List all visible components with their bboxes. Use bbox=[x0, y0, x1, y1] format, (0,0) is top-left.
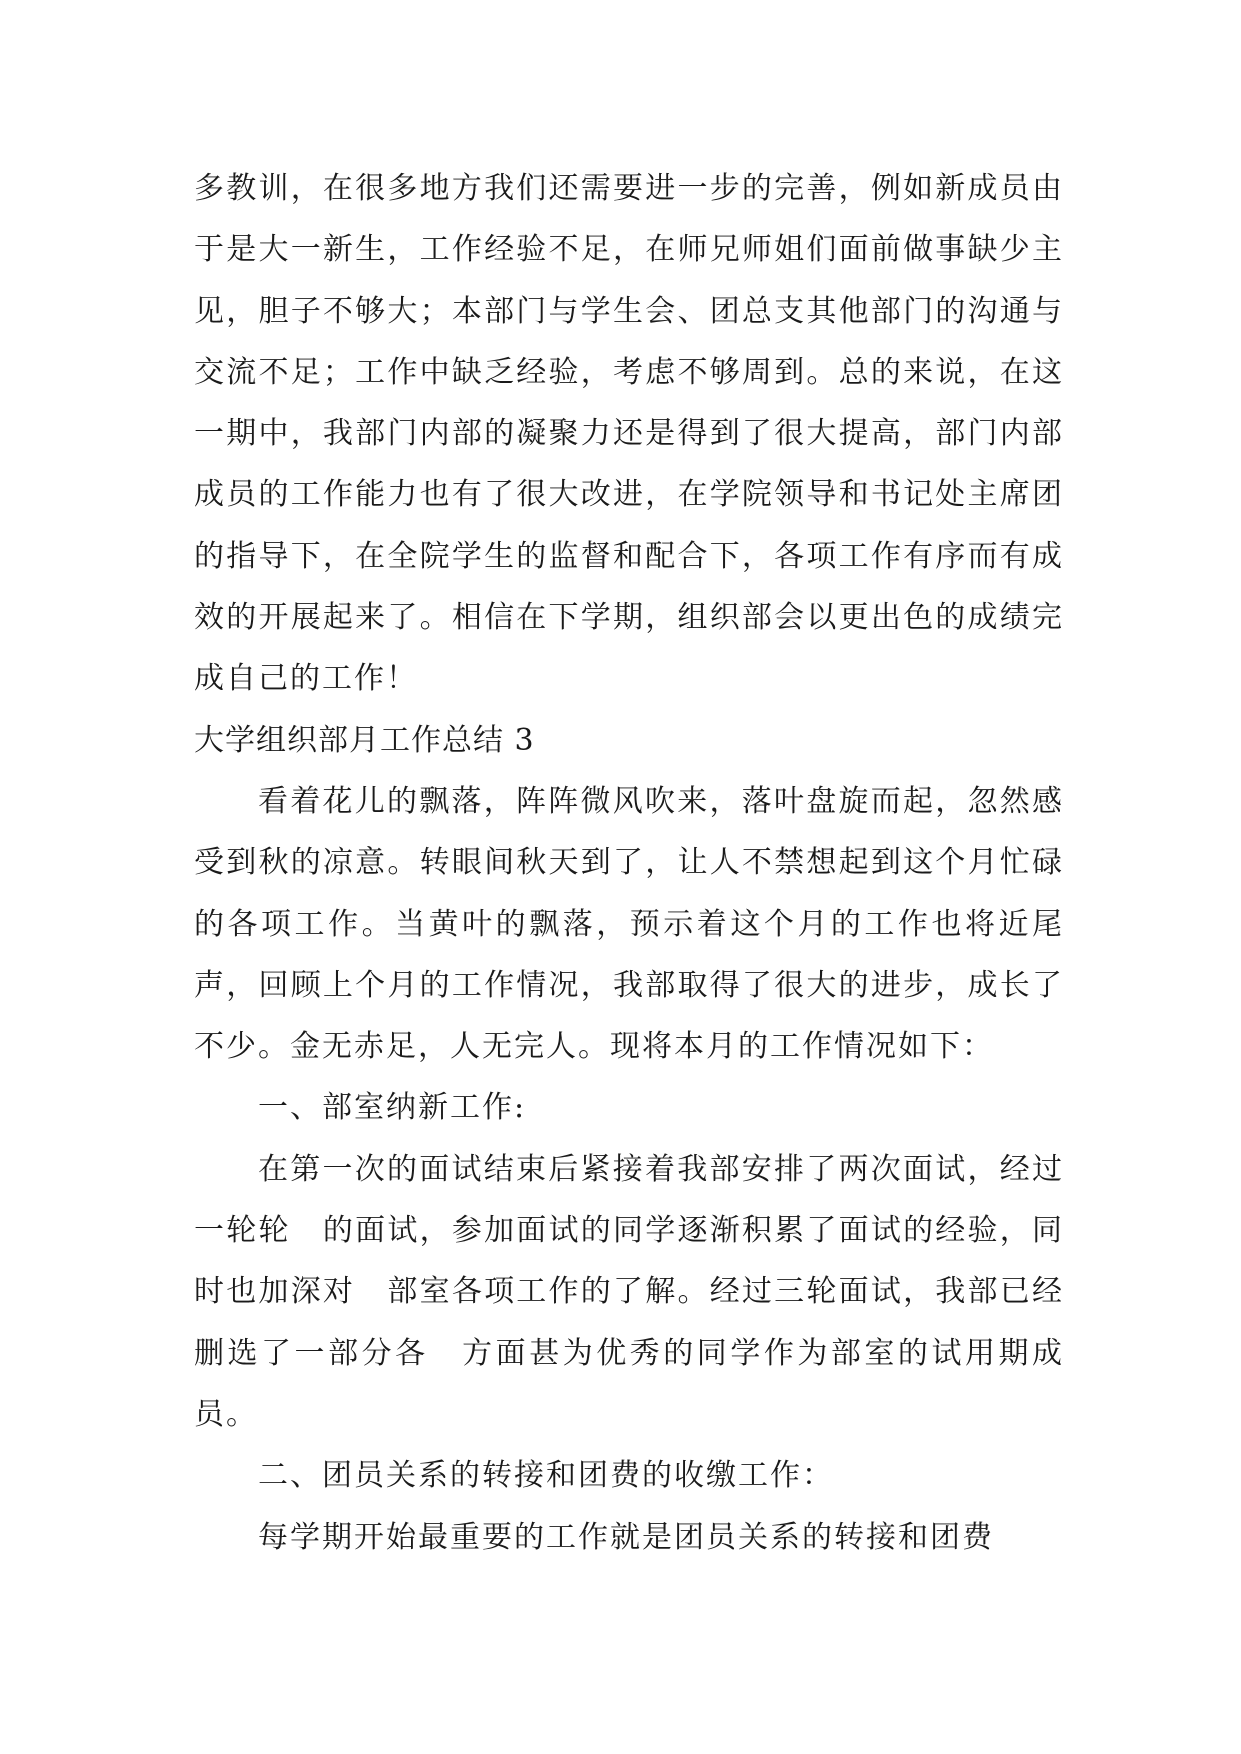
heading-membership-transfer: 二、团员关系的转接和团费的收缴工作： bbox=[258, 1458, 834, 1494]
paragraph-continuation: 多教训，在很多地方我们还需要进一步的完善，例如新成员由于是大一新生，工作经验不足，在师兄师姐们面前做事缺少主见，胆子不够大；本部门与学生会、团总支其他部门的沟通与交流不足；工作中缺乏经验，考虑不够周到。总的来说，在这一期中，我部门内部的凝聚力还是得到了很大提高，部门内部成员的工作能力也有了很大改进，在学院领导和书记处主席团的指导下，在全院学生的监督和配合下，各项工作有序而有成效的开展起来了。相信在下学期，组织部会以更出色的成绩完成自己的工作！ bbox=[194, 171, 1064, 697]
document-body bbox=[194, 158, 1064, 1568]
paragraph-intro: 看着花儿的飘落，阵阵微风吹来，落叶盘旋而起，忽然感受到秋的凉意。转眼间秋天到了，让人不禁想起到这个月忙碌的各项工作。当黄叶的飘落，预示着这个月的工作也将近尾声，回顾上个月的工作情况，我部取得了很大的进步，成长了不少。金无赤足，人无完人。现将本月的工作情况如下： bbox=[194, 783, 1064, 1065]
paragraph-recruitment: 在第一次的面试结束后紧接着我部安排了两次面试，经过一轮轮 的面试，参加面试的同学逐渐积累了面试的经验，同时也加深对 部室各项工作的了解。经过三轮面试，我部已经删选了一部分各 方面甚为优秀的同学作为部室的试用期成员。 bbox=[194, 1151, 1064, 1432]
heading-recruitment: 一、部室纳新工作: bbox=[258, 1090, 527, 1126]
section-title: 大学组织部月工作总结 3 bbox=[194, 722, 535, 758]
paragraph-membership-transfer: 每学期开始最重要的工作就是团员关系的转接和团费 bbox=[258, 1519, 994, 1555]
